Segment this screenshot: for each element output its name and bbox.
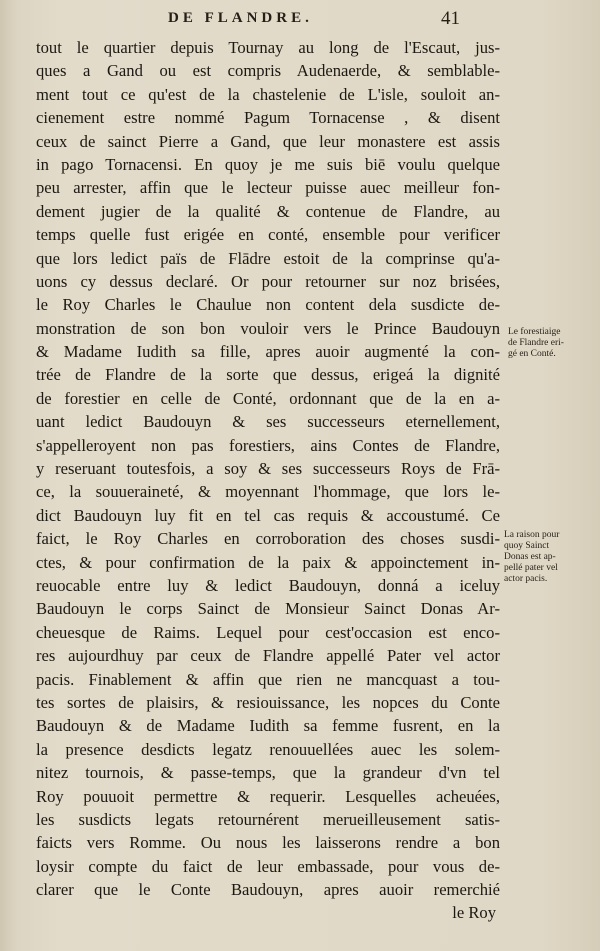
text-line: nitez tournois, & passe-temps, que la grandeur d'vn tel — [36, 763, 500, 783]
margin-note-forestiaige — [508, 327, 592, 360]
text-line: tes sortes de plaisirs, & resiouissance, les nopces du Conte — [36, 692, 500, 712]
running-head — [0, 10, 600, 34]
margin-note-line: de Flandre eri- — [508, 338, 564, 348]
margin-note-line: Le forestiaige — [508, 327, 561, 337]
text-line: trée de Flandre de la sorte que dessus, erigeá la dignité — [36, 365, 500, 385]
text-line: le Roy Charles le Chaulue non content dela susdicte de- — [36, 295, 500, 315]
text-line: que lors ledict païs de Flādre estoit de la comprinse qu'a- — [36, 248, 500, 268]
text-line: Baudouyn le corps Sainct de Monsieur Sainct Donas Ar- — [36, 599, 500, 619]
text-line: temps quelle fust erigée en conté, ensemble pour verificer — [36, 225, 500, 245]
page-number: 41 — [441, 8, 460, 29]
text-line: tout le quartier depuis Tournay au long de l'Escaut, jus- — [36, 38, 500, 57]
text-line: Baudouyn & de Madame Iudith sa femme fusrent, en la — [36, 716, 500, 736]
text-line: Roy pouuoit permettre & requerir. Lesquelles acheuées, — [36, 786, 500, 806]
margin-note-line: La raison pour — [504, 530, 560, 540]
text-line: dict Baudouyn luy fit en tel cas requis & accoustumé. Ce — [36, 505, 500, 525]
text-line: ques a Gand ou est compris Audenaerde, & semblable- — [36, 61, 500, 81]
text-line: & Madame Iudith sa fille, apres auoir augmenté la con- — [36, 342, 500, 362]
text-line: loysir compte du faict de leur embassade, pour vous de- — [36, 856, 500, 876]
text-line: ceux de sainct Pierre a Gand, que leur monastere est assis — [36, 131, 500, 151]
text-line: la presence desdicts legatz renouuellées auec les solem- — [36, 739, 500, 759]
text-line: dement jugier de la qualité & contenue de Flandre, au — [36, 201, 500, 221]
text-line: faicts vers Romme. Ou nous les laisserons rendre a bon — [36, 833, 500, 853]
text-line: cienement estre nommé Pagum Tornacense , & disent — [36, 108, 500, 128]
text-line: reuocable entre luy & ledict Baudouyn, donná a iceluy — [36, 575, 500, 595]
margin-note-line: quoy Sainct — [504, 541, 550, 551]
text-line: in pago Tornacensi. En quoy je me suis biē voulu quelque — [36, 154, 500, 174]
text-line: res aujourdhuy par ceux de Flandre appellé Pater vel actor — [36, 646, 500, 666]
text-line: uant ledict Baudouyn & ses successeurs eternellement, — [36, 412, 500, 432]
text-line: ctes, & pour confirmation de la paix & appoinctement in- — [36, 552, 500, 572]
text-line: monstration de son bon vouloir vers le Prince Baudouyn — [36, 318, 500, 338]
margin-note-line: pellé pater vel — [504, 563, 558, 573]
margin-note-line: gé en Conté. — [508, 349, 556, 359]
text-line: uons cy dessus declaré. Or pour retourner sur noz brisées, — [36, 271, 500, 291]
margin-note-line: Donas est ap- — [504, 552, 556, 562]
text-line: y reseruant toutesfois, a soy & ses successeurs Roys de Frā- — [36, 459, 500, 479]
margin-note-line: actor pacis. — [504, 574, 548, 584]
text-line: faict, le Roy Charles en corroboration des choses susdi- — [36, 529, 500, 549]
text-line: les susdicts legats retournérent merueilleusement satis- — [36, 809, 500, 829]
text-line: cheuesque de Raims. Lequel pour cest'occasion est enco- — [36, 622, 500, 642]
margin-note-sainct-donas — [504, 530, 588, 585]
text-line: le Roy — [452, 903, 496, 923]
text-line: de forestier en celle de Conté, ordonnant que de la en a- — [36, 388, 500, 408]
text-line: peu arrester, affin que le lecteur puisse auec meilleur fon- — [36, 178, 500, 198]
text-line: pacis. Finablement & affin que rien ne mancquast a tou- — [36, 669, 500, 689]
running-title: DE FLANDRE. — [168, 10, 313, 26]
text-line: ment tout ce qu'est de la chastelenie de L'isle, souloit an- — [36, 84, 500, 104]
text-line: s'appelleroyent non pas forestiers, ains Contes de Flandre, — [36, 435, 500, 455]
body-text — [36, 36, 500, 925]
text-line: clarer que le Conte Baudouyn, apres auoir remerchié — [36, 880, 500, 900]
text-line: ce, la souueraineté, & moyennant l'hommage, que lors le- — [36, 482, 500, 502]
